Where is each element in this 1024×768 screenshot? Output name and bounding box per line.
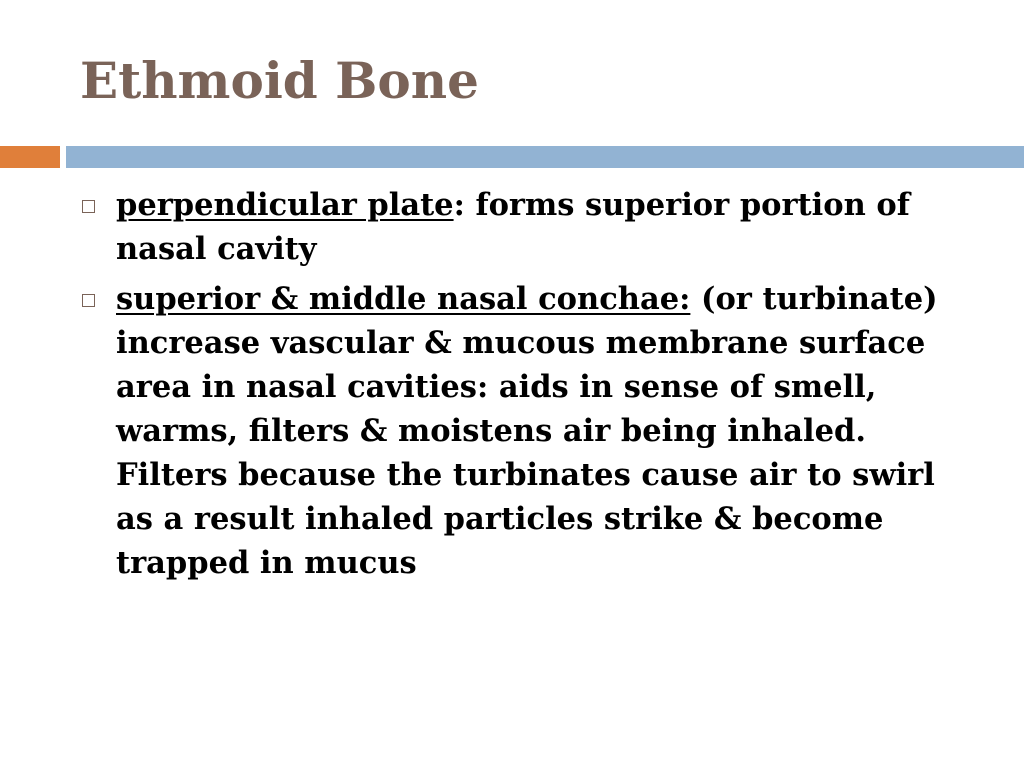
square-bullet-icon [82,200,95,213]
bullet-item-perpendicular-plate [80,183,980,271]
accent-bar-blue [66,146,1024,168]
bullet-list [80,183,980,591]
square-bullet-icon [82,294,95,307]
bullet-term: superior & middle nasal conchae: [116,281,691,317]
bullet-item-nasal-conchae [80,277,980,585]
bullet-text: (or turbinate) increase vascular & mucous membrane surface area in nasal cavities: aids in sense of smell, warms, filters & moistens air being inhaled. Filters because the turbinates cause air to swirl as a result inhaled particles strike & become trapped in mucus [116,281,938,581]
bullet-text: : forms superior portion of nasal cavity [116,187,910,267]
bullet-term: perpendicular plate [116,187,454,223]
accent-bar-orange [0,146,60,168]
slide-title: Ethmoid Bone [80,51,479,110]
